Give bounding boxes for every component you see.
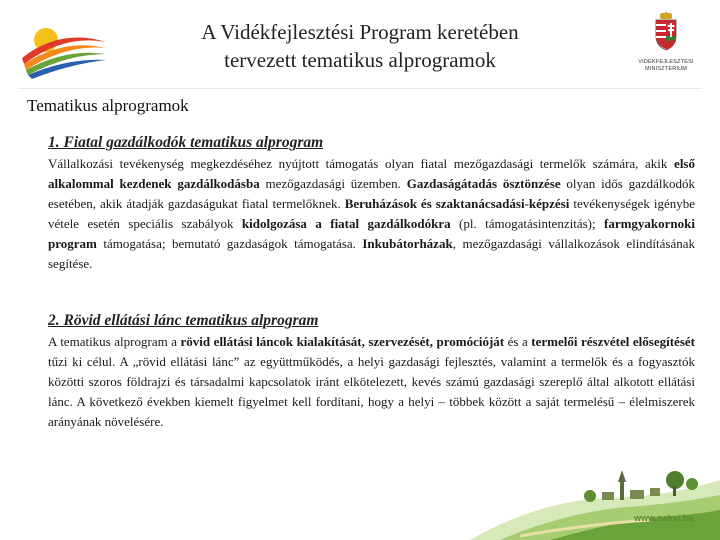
p1-text-7: , mezőgazdasági vállalkozások elindításának segítése.	[48, 236, 696, 271]
p1-bold-1: első alkalommal kezdenek gazdálkodásba	[48, 156, 695, 191]
ministry-caption	[632, 59, 700, 72]
p1-text-1: Vállalkozási tevékenység megkezdéséhez nyújtott támogatás olyan fiatal mezőgazdasági termelők számára, akik	[48, 156, 675, 171]
rainbow-sun-logo-icon	[20, 14, 108, 80]
title-line-2: tervezett tematikus alprogramok	[224, 48, 496, 72]
p1-bold-4: kidolgozása a fiatal gazdálkodókra	[241, 216, 451, 231]
p1-bold-3: Beruházások és szaktanácsadási-képzési	[344, 196, 570, 211]
p1-text-3: olyan idős gazdálkodók esetében, akik átadják gazdaságukat fiatal termelőknek.	[48, 176, 696, 211]
p1-bold-2: Gazdaságátadás ösztönzése	[406, 176, 561, 191]
footer-url[interactable]: www.nakvi.hu	[634, 513, 694, 523]
p2-text-1: A tematikus alprogram a	[48, 334, 181, 349]
p1-text-4: tevékenységek igénybe vétele esetén speciális szabályok	[48, 196, 695, 231]
p1-text-6: támogatása; bemutató gazdaságok támogatása.	[96, 236, 363, 251]
program-2-text	[48, 332, 695, 432]
p1-text-2: mezőgazdasági üzemben.	[259, 176, 407, 191]
title-line-1: A Vidékfejlesztési Program keretében	[201, 20, 519, 44]
p2-text-3: tűzi ki célul. A „rövid ellátási lánc” az együttműködés, a helyi gazdasági fejlesztés, valamint a termelők és a fogyasztók közötti szoros földrajzi és társadalmi kapcsolatok iránt elkötelezett, kevés számú gazdasági szereplő által alkotott ellátási lánc. A következő években kiemelt figyelmet kell fordítani, hogy a helyi – többek között a saját termelésű – élelmiszerek arányának növelésére.	[48, 354, 695, 429]
p1-bold-5: farmgyakornoki program	[48, 216, 695, 251]
program-2-heading: 2. Rövid ellátási lánc tematikus alprogram	[48, 312, 319, 329]
p1-bold-6: Inkubátorházak	[362, 236, 453, 251]
p2-bold-1: rövid ellátási láncok kialakítását, szervezését, promócióját	[180, 334, 505, 349]
ministry-logo	[632, 12, 700, 82]
section-title: Tematikus alprogramok	[27, 96, 189, 115]
program-1-text	[48, 154, 695, 274]
page-title	[130, 18, 590, 74]
hungarian-coat-of-arms-icon	[653, 12, 679, 52]
village-hills-icon	[470, 440, 720, 540]
header-divider	[18, 88, 702, 89]
program-1-heading: 1. Fiatal gazdálkodók tematikus alprogram	[48, 134, 324, 151]
p1-text-5: (pl. támogatásintenzitás);	[450, 216, 604, 231]
ministry-caption-line-1: VIDÉKFEJLESZTÉSI	[638, 59, 694, 65]
ministry-caption-line-2: MINISZTÉRIUM	[644, 65, 688, 72]
p2-bold-2: termelői részvétel elősegítését	[531, 334, 695, 349]
p2-text-2: és a	[504, 334, 532, 349]
